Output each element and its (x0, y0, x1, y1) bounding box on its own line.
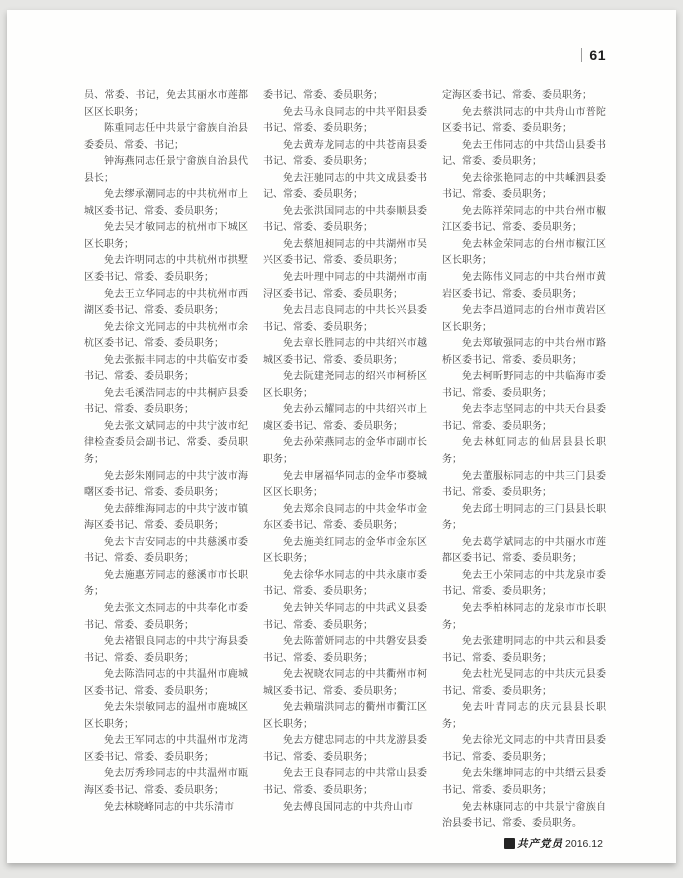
paragraph: 免去李昌道同志的台州市黄岩区区长职务； (442, 305, 606, 333)
paragraph: 免去蔡旭昶同志的中共湖州市吴兴区委书记、常委、委员职务； (263, 238, 427, 267)
paragraph: 免去杜光旻同志的中共庆元县委书记、常委、委员职务； (442, 669, 606, 697)
paragraph: 免去蔡洪同志的中共舟山市普陀区委书记、常委、委员职务； (442, 106, 606, 135)
paragraph: 免去薛维海同志的中共宁波市镇海区委书记、常委、委员职务； (84, 503, 248, 532)
paragraph: 免去陈祥荣同志的中共台州市椒江区委书记、常委、委员职务； (442, 205, 606, 234)
paragraph: 免去叶青同志的庆元县县长职务； (442, 702, 606, 730)
paragraph: 免去孙云耀同志的中共绍兴市上虞区委书记、常委、委员职务； (263, 404, 427, 432)
magazine-logo-icon (504, 838, 515, 849)
paragraph: 免去王伟同志的中共岱山县委书记、常委、委员职务； (442, 139, 606, 168)
paragraph: 免去钟关华同志的中共武义县委书记、常委、委员职务； (263, 602, 427, 631)
paragraph: 免去柯昕野同志的中共临海市委书记、常委、委员职务； (442, 371, 606, 399)
text-column-2 (263, 88, 427, 816)
paragraph: 免去张振丰同志的中共临安市委书记、常委、委员职务； (84, 354, 248, 383)
paragraph: 免去郑敏强同志的中共台州市路桥区委书记、常委、委员职务； (442, 338, 606, 366)
paragraph: 免去董服标同志的中共三门县委书记、常委、委员职务； (442, 470, 606, 499)
paragraph: 员、常委、书记，免去其丽水市莲都区区长职务； (84, 90, 248, 118)
paragraph: 免去张洪国同志的中共泰顺县委书记、常委、委员职务； (263, 205, 427, 234)
paragraph: 免去阮建尧同志的绍兴市柯桥区区长职务； (263, 371, 427, 399)
paragraph: 免去林虹同志的仙居县县长职务； (442, 437, 606, 466)
paragraph: 免去傅良国同志的中共舟山市 (283, 801, 413, 813)
paragraph: 免去林金荣同志的台州市椒江区区长职务； (442, 238, 606, 267)
paragraph: 免去张建明同志的中共云和县委书记、常委、委员职务； (442, 636, 606, 664)
paragraph: 免去李志坚同志的中共天台县委书记、常委、委员职务； (442, 404, 606, 432)
page-number: 61 (589, 47, 606, 63)
paragraph: 免去卞吉安同志的中共慈溪市委书记、常委、委员职务； (84, 536, 248, 565)
paragraph: 陈重同志任中共景宁畲族自治县委委员、常委、书记； (84, 123, 248, 151)
paragraph: 免去祝晓农同志的中共衢州市柯城区委书记、常委、委员职务； (263, 669, 427, 697)
paragraph: 免去缪承潮同志的中共杭州市上城区委书记、常委、委员职务； (84, 189, 248, 217)
paragraph: 免去王小荣同志的中共龙泉市委书记、常委、委员职务； (442, 569, 606, 598)
paragraph: 免去施美红同志的金华市金东区区长职务； (263, 536, 427, 565)
paragraph: 免去朱崇敏同志的温州市鹿城区区长职务； (84, 702, 248, 730)
paragraph: 免去王良春同志的中共常山县委书记、常委、委员职务； (263, 768, 427, 796)
paragraph: 定海区委书记、常委、委员职务； (442, 90, 592, 101)
paragraph: 免去张文杰同志的中共奉化市委书记、常委、委员职务； (84, 602, 248, 631)
paragraph: 免去林晓峰同志的中共乐清市 (104, 801, 234, 813)
paragraph: 免去吴才敏同志的杭州市下城区区长职务； (84, 222, 248, 250)
paragraph: 免去孙荣燕同志的金华市副市长职务； (263, 437, 427, 466)
paragraph: 免去郑余良同志的中共金华市金东区委书记、常委、委员职务； (263, 503, 427, 532)
paragraph: 免去毛溪浩同志的中共桐庐县委书记、常委、委员职务； (84, 387, 248, 416)
issue-date: 2016.12 (565, 837, 603, 850)
magazine-footer-mark (504, 836, 603, 851)
paragraph: 免去林康同志的中共景宁畲族自治县委书记、常委、委员职务。 (442, 801, 606, 830)
paragraph: 免去赖瑞洪同志的衢州市衢江区区长职务； (263, 702, 427, 730)
paragraph: 免去徐华水同志的中共永康市委书记、常委、委员职务； (263, 569, 427, 598)
page-number-block (581, 47, 606, 63)
paragraph: 免去厉秀珍同志的中共温州市瓯海区委书记、常委、委员职务； (84, 768, 248, 796)
paragraph: 免去叶理中同志的中共湖州市南浔区委书记、常委、委员职务； (263, 272, 427, 300)
magazine-name: 共产党员 (517, 839, 564, 850)
paragraph: 免去汪驰同志的中共文成县委书记、常委、委员职务； (263, 172, 427, 201)
paragraph: 免去陈蕾妍同志的中共磐安县委书记、常委、委员职务； (263, 636, 427, 664)
document-page (7, 10, 676, 863)
paragraph: 免去陈伟义同志的中共台州市黄岩区委书记、常委、委员职务； (442, 272, 606, 300)
text-column-1 (84, 88, 248, 816)
paragraph: 免去施惠芳同志的慈溪市市长职务； (84, 569, 248, 598)
paragraph: 免去徐张艳同志的中共嵊泗县委书记、常委、委员职务； (442, 172, 606, 201)
paragraph: 免去朱继坤同志的中共缙云县委书记、常委、委员职务； (442, 768, 606, 796)
paragraph: 免去黄寿龙同志的中共苍南县委书记、常委、委员职务； (263, 139, 427, 168)
paragraph: 免去方健忠同志的中共龙游县委书记、常委、委员职务； (263, 735, 427, 763)
paragraph: 免去邱士明同志的三门县县长职务； (442, 503, 606, 532)
paragraph: 免去季柏林同志的龙泉市市长职务； (442, 602, 606, 631)
paragraph: 免去彭朱刚同志的中共宁波市海曙区委书记、常委、委员职务； (84, 470, 248, 499)
paragraph: 免去章长胜同志的中共绍兴市越城区委书记、常委、委员职务； (263, 338, 427, 366)
paragraph: 免去徐文光同志的中共杭州市余杭区委书记、常委、委员职务； (84, 321, 248, 350)
paragraph: 免去吕志良同志的中共长兴县委书记、常委、委员职务； (263, 305, 427, 333)
text-column-3 (442, 88, 606, 833)
paragraph: 免去王立华同志的中共杭州市西湖区委书记、常委、委员职务； (84, 288, 248, 317)
paragraph: 委书记、常委、委员职务； (263, 90, 383, 101)
paragraph: 免去徐光文同志的中共青田县委书记、常委、委员职务； (442, 735, 606, 763)
paragraph: 免去陈浩同志的中共温州市鹿城区委书记、常委、委员职务； (84, 669, 248, 697)
paragraph: 免去马永良同志的中共平阳县委书记、常委、委员职务； (263, 106, 427, 135)
paragraph: 免去褚银良同志的中共宁海县委书记、常委、委员职务； (84, 636, 248, 664)
paragraph: 免去许明同志的中共杭州市拱墅区委书记、常委、委员职务； (84, 255, 248, 284)
paragraph: 免去王军同志的中共温州市龙湾区委书记、常委、委员职务； (84, 735, 248, 763)
paragraph: 免去申屠福华同志的金华市婺城区区长职务； (263, 470, 427, 499)
page-number-divider (581, 48, 582, 62)
paragraph: 免去张文斌同志的中共宁波市纪律检查委员会副书记、常委、委员职务； (84, 420, 248, 466)
paragraph: 钟海燕同志任景宁畲族自治县代县长； (84, 156, 248, 184)
paragraph: 免去葛学斌同志的中共丽水市莲都区委书记、常委、委员职务； (442, 536, 606, 565)
